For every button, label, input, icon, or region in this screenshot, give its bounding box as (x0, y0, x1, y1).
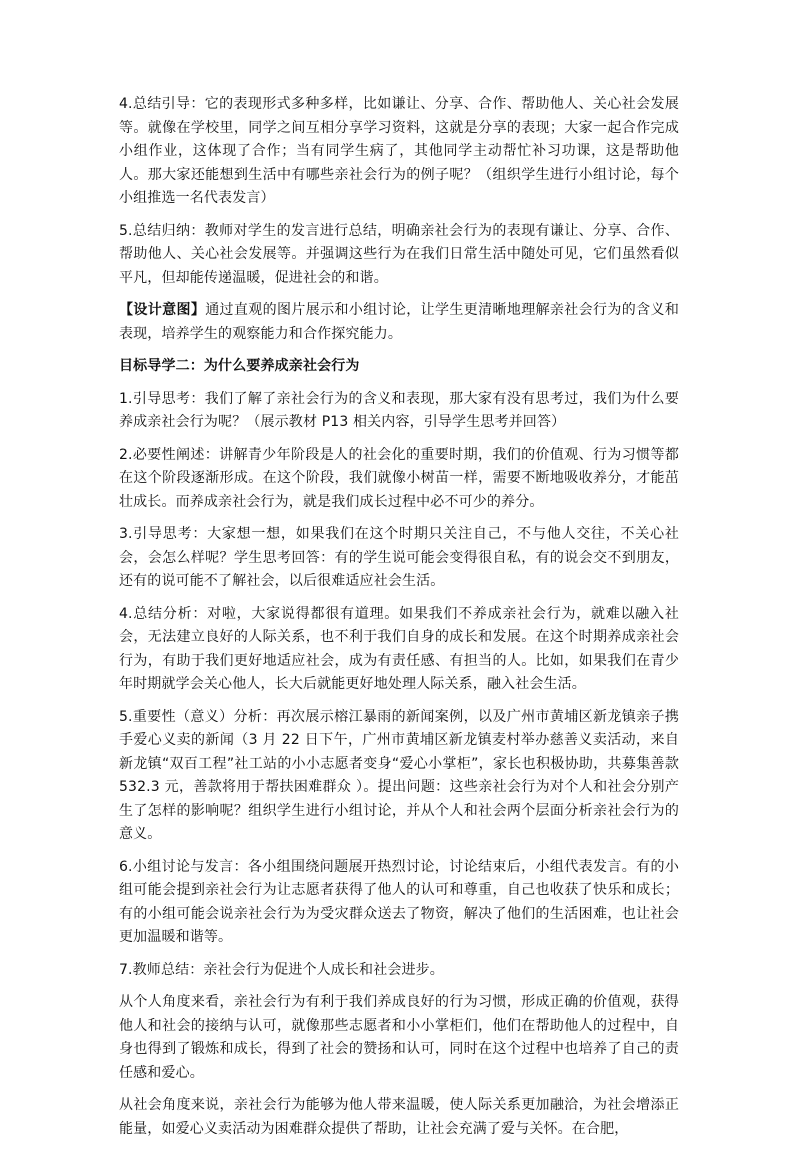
paragraph-individual-perspective: 从个人角度来看，亲社会行为有利于我们养成良好的行为习惯，形成正确的价值观，获得他人和社会的接纳与认可，就像那些志愿者和小小掌柜们，他们在帮助他人的过程中，自身也得到了锻炼和成长，得到了社会的赞扬和认可，同时在这个过程中也培养了自己的责任感和爱心。 (119, 994, 679, 1081)
paragraph-design-intent (119, 299, 679, 346)
paragraph-necessity: 2.必要性阐述：讲解青少年阶段是人的社会化的重要时期，我们的价值观、行为习惯等都在这个阶段逐渐形成。在这个阶段，我们就像小树苗一样，需要不断地吸收养分，才能茁壮成长。而养成亲社会行为，就是我们成长过程中必不可少的养分。 (119, 446, 679, 510)
design-intent-label: 【设计意图】 (119, 302, 206, 318)
paragraph-importance: 5.重要性（意义）分析：再次展示榕江暴雨的新闻案例，以及广州市黄埔区新龙镇亲子携手爱心义卖的新闻（3 月 22 日下午，广州市黄埔区新龙镇麦村举办慈善义卖活动，来自新龙镇“双百工程”社工站的小小志愿者变身“爱心小掌柜”，家长也积极协助，共募集善款 532.3 元，善款将用于帮扶困难群众 ）。提出问题：这些亲社会行为对个人和社会分别产生了怎样的影响呢？组织学生进行小组讨论，并从个人和社会两个层面分析亲社会行为的意义。 (119, 708, 679, 842)
paragraph-summary-conclusion: 5.总结归纳：教师对学生的发言进行总结，明确亲社会行为的表现有谦让、分享、合作、帮助他人、关心社会发展等。并强调这些行为在我们日常生活中随处可见，它们虽然看似平凡，但却能传递温暖，促进社会的和谐。 (119, 222, 679, 286)
paragraph-analysis: 4.总结分析：对啦，大家说得都很有道理。如果我们不养成亲社会行为，就难以融入社会，无法建立良好的人际关系，也不利于我们自身的成长和发展。在这个时期养成亲社会行为，有助于我们更好地适应社会，成为有责任感、有担当的人。比如，如果我们在青少年时期就学会关心他人，长大后就能更好地处理人际关系，融入社会生活。 (119, 605, 679, 692)
paragraph-group-discussion: 6.小组讨论与发言：各小组围绕问题展开热烈讨论，讨论结束后，小组代表发言。有的小组可能会提到亲社会行为让志愿者获得了他人的认可和尊重，自己也收获了快乐和成长；有的小组可能会说亲社会行为为受灾群众送去了物资，解决了他们的生活困难，也让社会更加温暖和谐等。 (119, 858, 679, 945)
design-intent-text: 通过直观的图片展示和小组讨论，让学生更清晰地理解亲社会行为的含义和表现，培养学生的观察能力和合作探究能力。 (119, 302, 679, 342)
section-heading: 目标导学二：为什么要养成亲社会行为 (119, 358, 360, 374)
document-page (119, 93, 679, 1150)
paragraph-teacher-summary: 7.教师总结：亲社会行为促进个人成长和社会进步。 (119, 961, 444, 978)
paragraph-social-perspective: 从社会角度来说，亲社会行为能够为他人带来温暖，使人际关系更加融洽，为社会增添正能量，如爱心义卖活动为困难群众提供了帮助，让社会充满了爱与关怀。在合肥， (119, 1097, 679, 1137)
paragraph-guided-thinking-1: 1.引导思考：我们了解了亲社会行为的含义和表现，那大家有没有思考过，我们为什么要养成亲社会行为呢？（展示教材 P13 相关内容，引导学生思考并回答） (119, 390, 679, 430)
paragraph-summary-guide: 4.总结引导：它的表现形式多种多样，比如谦让、分享、合作、帮助他人、关心社会发展等。就像在学校里，同学之间互相分享学习资料，这就是分享的表现；大家一起合作完成小组作业，这体现了合作；当有同学生病了，其他同学主动帮忙补习功课，这是帮助他人。那大家还能想到生活中有哪些亲社会行为的例子呢？（组织学生进行小组讨论，每个小组推选一名代表发言） (119, 96, 679, 206)
paragraph-guided-thinking-2: 3.引导思考：大家想一想，如果我们在这个时期只关注自己，不与他人交往，不关心社会，会怎么样呢？学生思考回答：有的学生说可能会变得很自私，有的说会交不到朋友，还有的说可能不了解社会，以后很难适应社会生活。 (119, 526, 679, 589)
